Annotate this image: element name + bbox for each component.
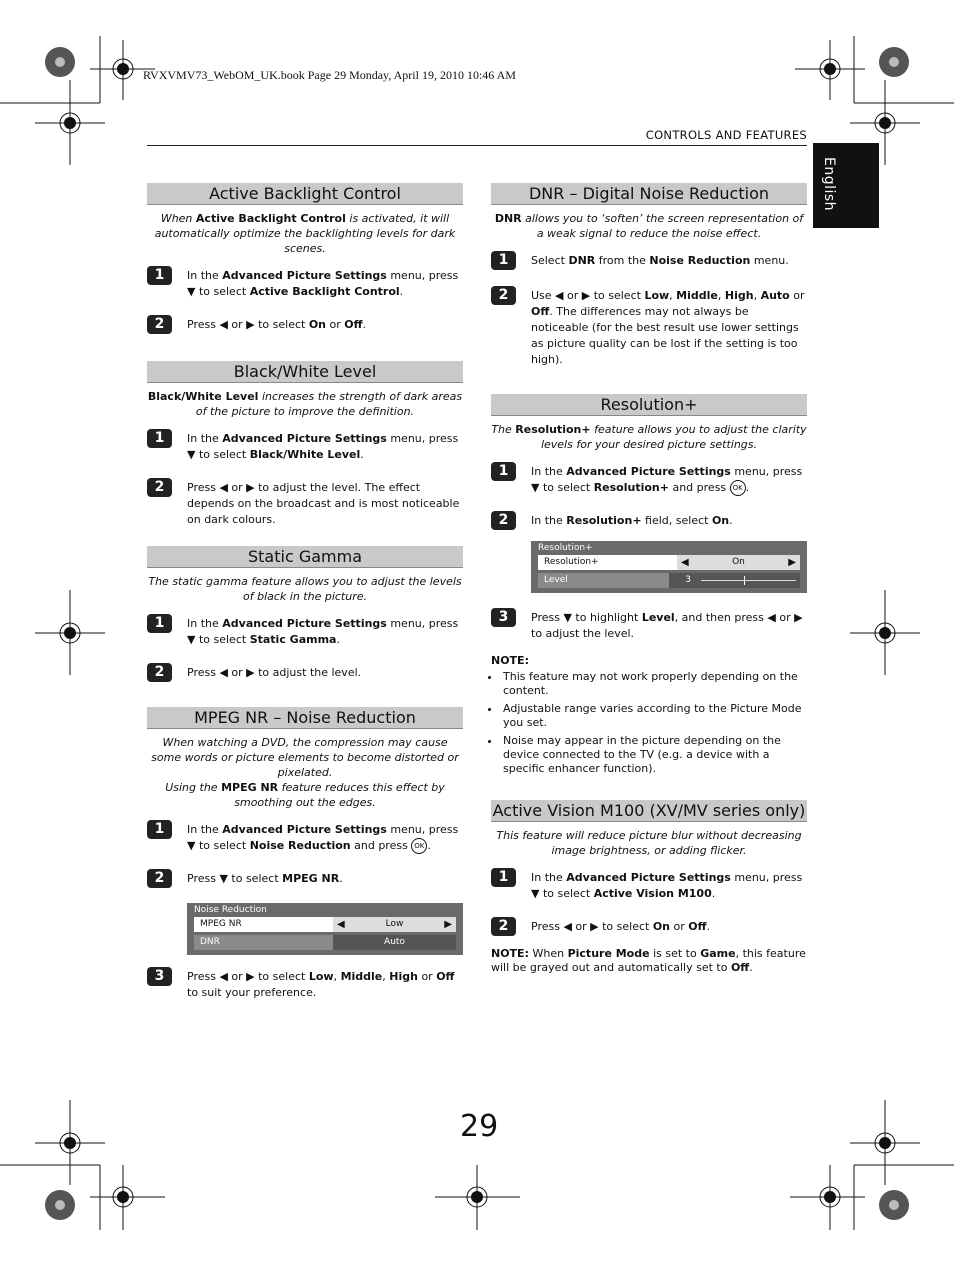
step-number: 1	[147, 820, 172, 839]
step: 2 Press ◀ or ▶ to select On or Off.	[491, 919, 807, 945]
step: 3 Press ▼ to highlight Level, and then press ◀ or ▶ to adjust the level.	[491, 610, 807, 642]
osd-title: Noise Reduction	[194, 905, 267, 915]
osd-row-value-box	[677, 555, 800, 570]
left-column	[147, 183, 463, 1001]
book-tag: RVXVMV73_WebOM_UK.book Page 29 Monday, April 19, 2010 10:46 AM	[143, 68, 516, 82]
ok-button-icon: OK	[730, 480, 746, 496]
ok-button-icon: OK	[411, 838, 427, 854]
step: 2 Press ◀ or ▶ to select On or Off.	[147, 317, 463, 343]
osd-row-value: 3	[685, 575, 691, 585]
section-title: Active Vision M100 (XV/MV series only)	[492, 801, 806, 820]
step-number: 3	[147, 967, 172, 986]
page-number: 29	[460, 1109, 499, 1144]
osd-row-value: Auto	[384, 937, 405, 947]
osd-resolution	[531, 541, 807, 593]
step: 1 In the Advanced Picture Settings menu, press ▼ to select Resolution+ and press OK .	[491, 464, 807, 496]
step: 2 Use ◀ or ▶ to select Low, Middle, High, Auto or Off. The differences may not always be noticeable (for the best result use lower settings as picture quality can be lost if the setting is too high).	[491, 288, 807, 368]
step-number: 2	[147, 315, 172, 334]
section-title: Black/White Level	[147, 361, 463, 383]
osd-noise-reduction	[187, 903, 463, 955]
section-title: MPEG NR – Noise Reduction	[147, 707, 463, 729]
left-arrow-icon: ◀	[681, 557, 689, 568]
section-title: Active Backlight Control	[147, 183, 463, 205]
step-number: 1	[147, 429, 172, 448]
osd-row-label: MPEG NR	[200, 919, 242, 929]
step-number: 2	[147, 663, 172, 682]
level-slider-track	[701, 580, 796, 581]
section-intro: DNR allows you to ‘soften’ the screen representation of a weak signal to reduce the noise effect.	[494, 212, 804, 240]
section-title: Static Gamma	[147, 546, 463, 568]
note-paragraph: NOTE: When Picture Mode is set to Game, this feature will be grayed out and automatically set to Off.	[491, 947, 806, 974]
step: 2 Press ◀ or ▶ to adjust the level.	[147, 665, 463, 691]
step-number: 3	[491, 608, 516, 627]
step-number: 1	[147, 614, 172, 633]
step: 1 In the Advanced Picture Settings menu, press ▼ to select Black/White Level.	[147, 431, 463, 463]
header-rule	[147, 145, 807, 146]
osd-row-value: Low	[385, 919, 404, 929]
section-intro: This feature will reduce picture blur without decreasing image brightness, or adding flicker.	[496, 829, 802, 857]
language-tab-label: English	[821, 157, 837, 212]
step: 1 In the Advanced Picture Settings menu, press ▼ to select Static Gamma.	[147, 616, 463, 648]
section-title: DNR – Digital Noise Reduction	[491, 183, 807, 205]
osd-row-selected	[538, 555, 800, 570]
osd-title: Resolution+	[538, 543, 593, 553]
step-number: 2	[491, 286, 516, 305]
language-tab	[813, 143, 879, 228]
step-number: 1	[147, 266, 172, 285]
note-item: • This feature may not work properly depending on the content.	[501, 670, 807, 698]
section-intro: The Resolution+ feature allows you to adjust the clarity levels for your desired picture settings.	[491, 423, 807, 451]
step-number: 1	[491, 251, 516, 270]
osd-row-selected	[194, 917, 456, 932]
right-arrow-icon: ▶	[788, 557, 796, 568]
osd-row-label: DNR	[200, 937, 220, 947]
note-block	[491, 654, 807, 776]
step-number: 1	[491, 462, 516, 481]
note-list	[491, 670, 807, 776]
osd-row-value-box	[669, 573, 800, 588]
step: 2 Press ▼ to select MPEG NR.	[147, 871, 463, 897]
step-number: 2	[491, 511, 516, 530]
step-number: 2	[491, 917, 516, 936]
level-slider-marker	[744, 576, 745, 585]
section-intro: Black/White Level increases the strength of dark areas of the picture to improve the definition.	[147, 390, 463, 418]
note-item: • Noise may appear in the picture depending on the device connected to the TV (e.g. a device with a specific enhancer function).	[501, 734, 807, 776]
note-item: • Adjustable range varies according to the Picture Mode you set.	[501, 702, 807, 730]
step: 1 In the Advanced Picture Settings menu, press ▼ to select Active Vision M100.	[491, 870, 807, 902]
step: 2 Press ◀ or ▶ to adjust the level. The effect depends on the broadcast and is most noticeable on dark colours.	[147, 480, 463, 528]
step: 3 Press ◀ or ▶ to select Low, Middle, High or Off to suit your preference.	[147, 969, 463, 1001]
step: 1 In the Advanced Picture Settings menu, press ▼ to select Active Backlight Control.	[147, 268, 463, 300]
section-intro: When Active Backlight Control is activated, it will automatically optimize the backlighting levels for dark scenes.	[154, 212, 456, 255]
osd-row-value-box	[333, 917, 456, 932]
osd-row-label: Level	[544, 575, 568, 585]
step: 1 Select DNR from the Noise Reduction menu.	[491, 253, 807, 279]
step-number: 1	[491, 868, 516, 887]
section-intro: The static gamma feature allows you to adjust the levels of black in the picture.	[148, 575, 462, 603]
step-number: 2	[147, 869, 172, 888]
right-arrow-icon: ▶	[444, 919, 452, 930]
note-title: NOTE:	[491, 654, 529, 667]
step: 2 In the Resolution+ field, select On.	[491, 513, 807, 539]
osd-row-value-box	[333, 935, 456, 950]
section-intro: When watching a DVD, the compression may cause some words or picture elements to become distorted or pixelated. Using the MPEG NR feature reduces this effect by smoothing out the edges.	[151, 736, 459, 809]
osd-row	[538, 573, 800, 588]
osd-row	[194, 935, 456, 950]
section-title: Resolution+	[491, 394, 807, 416]
osd-row-label: Resolution+	[544, 557, 599, 567]
left-arrow-icon: ◀	[337, 919, 345, 930]
right-column	[491, 183, 807, 975]
osd-row-value: On	[732, 557, 745, 567]
running-header: CONTROLS AND FEATURES	[645, 128, 807, 142]
step-number: 2	[147, 478, 172, 497]
step: 1 In the Advanced Picture Settings menu, press ▼ to select Noise Reduction and press OK .	[147, 822, 463, 854]
